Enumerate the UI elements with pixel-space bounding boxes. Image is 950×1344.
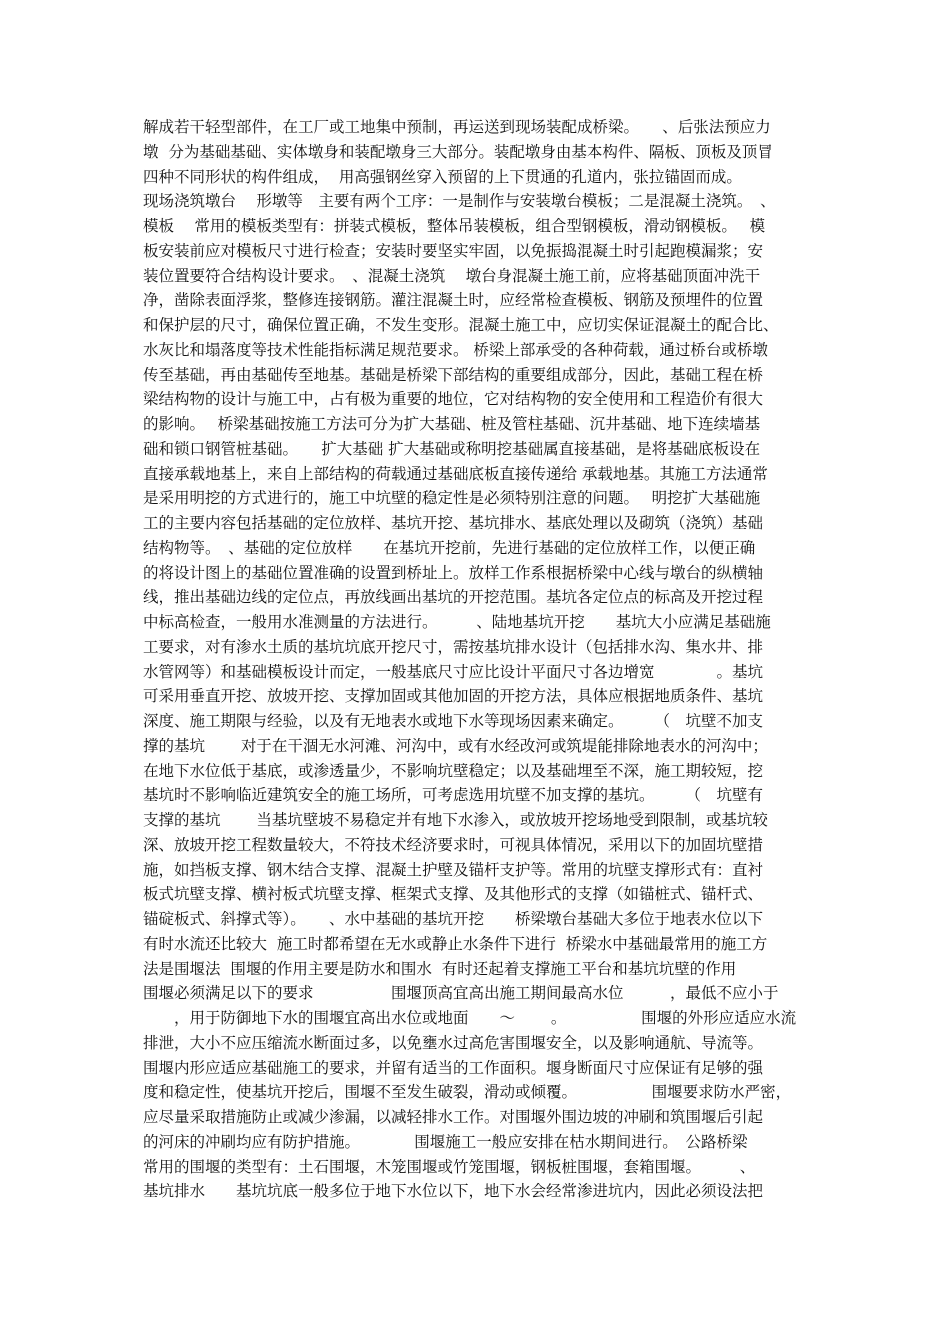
text-line: 净，凿除表面浮浆，整修连接钢筋。灌注混凝土时，应经常检查模板、钢筋及预埋件的位置 <box>143 291 764 310</box>
text-line: 锚碇板式、斜撑式等）。 、水中基础的基坑开挖 桥梁墩台基础大多位于地表水位以下 <box>143 910 764 928</box>
text-line: 的将设计图上的基础位置准确的设置到桥址上。放样工作系根据桥梁中心线与墩台的纵横轴 <box>143 563 764 582</box>
text-line: 现场浇筑墩台 形墩等 主要有两个工序：一是制作与安装墩台模板；二是混凝土浇筑。 、 <box>143 192 776 211</box>
text-line: 础和锁口钢管桩基础。 扩大基础 扩大基础或称明挖基础属直接基础，是将基础底板设在 <box>143 439 761 458</box>
text-line: 基坑时不影响临近建筑安全的施工场所，可考虑选用坑壁不加支撑的基坑。 （ 坑壁有 <box>143 786 764 805</box>
text-line: 围堰必须满足以下的要求 围堰顶高宜高出施工期间最高水位 ，最低不应小于 <box>143 984 779 1003</box>
text-line: 度和稳定性，使基坑开挖后，围堰不至发生破裂，滑动或倾覆。 围堰要求防水严密， <box>143 1083 792 1102</box>
text-line: 有时水流还比较大 施工时都希望在无水或静止水条件下进行 桥梁水中基础最常用的施工方 <box>143 934 768 953</box>
text-line: 撑的基坑 对于在干涸无水河滩、河沟中，或有水经改河或筑堤能排除地表水的河沟中； <box>143 736 768 755</box>
text-line: 模板 常用的模板类型有：拼装式模板，整体吊装模板，组合型钢模板，滑动钢模板。 模 <box>143 217 766 235</box>
text-line: 深度、施工期限与经验，以及有无地表水或地下水等现场因素来确定。 （ 坑壁不加支 <box>143 712 764 730</box>
text-line: 基坑排水 基坑坑底一般多位于地下水位以下，地下水会经常渗进坑内，因此必须设法把 <box>143 1182 764 1201</box>
text-line: 墩 分为基础基础、实体墩身和装配墩身三大部分。装配墩身由基本构件、隔板、顶板及顶冒 <box>143 142 773 161</box>
text-line: 结构物等。 、基础的定位放样 在基坑开挖前，先进行基础的定位放样工作，以便正确 <box>143 538 756 557</box>
text-line: 线，推出基础边线的定位点，再放线画出基坑的开挖范围。基坑各定位点的标高及开挖过程 <box>143 588 764 607</box>
text-line: 施，如挡板支撑、钢木结合支撑、混凝土护壁及锚杆支护等。常用的坑壁支撑形式有：直衬 <box>143 860 764 879</box>
text-line: 常用的围堰的类型有：土石围堰，木笼围堰或竹笼围堰，钢板桩围堰，套箱围堰。 、 <box>143 1157 756 1176</box>
text-line: 在地下水位低于基底，或渗透量少，不影响坑壁稳定；以及基础埋至不深，施工期较短，挖 <box>143 761 764 780</box>
text-line: 板安装前应对模板尺寸进行检查；安装时要坚实牢固，以免振捣混凝土时引起跑模漏浆；安 <box>143 241 764 260</box>
text-line: 解成若干轻型部件，在工厂或工地集中预制，再运送到现场装配成桥梁。 、后张法预应力 <box>143 118 771 136</box>
text-line: 板式坑壁支撑、横衬板式坑壁支撑、框架式支撑、及其他形式的支撑（如锚桩式、锚杆式、 <box>143 885 764 904</box>
text-line: 的河床的冲刷均应有防护措施。 围堰施工一般应安排在枯水期间进行。 公路桥梁 <box>143 1132 748 1151</box>
text-line: 深、放坡开挖工程数量较大，不符技术经济要求时，可视具体情况，采用以下的加固坑壁措 <box>143 835 764 854</box>
document-body <box>143 115 813 1204</box>
text-line: 四种不同形状的构件组成， 用高强钢丝穿入预留的上下贯通的孔道内，张拉锚固而成。 <box>143 167 742 186</box>
text-line: 中标高检查，一般用水准测量的方法进行。 、陆地基坑开挖 基坑大小应满足基础施 <box>143 613 771 631</box>
text-line: 排泄，大小不应压缩流水断面过多，以免壅水过高危害围堰安全，以及影响通航、导流等。 <box>143 1033 764 1052</box>
text-line: 直接承载地基上，来自上部结构的荷载通过基础底板直接传递给 承载地基。其施工方法通常 <box>143 464 768 483</box>
text-line: 和保护层的尺寸，确保位置正确，不发生变形。混凝土施工中，应切实保证混凝土的配合比、 <box>143 316 779 334</box>
text-line: 水灰比和塌落度等技术性能指标满足规范要求。 桥梁上部承受的各种荷载，通过桥台或桥墩 <box>143 340 768 359</box>
text-line: 传至基础，再由基础传至地基。基础是桥梁下部结构的重要组成部分，因此，基础工程在桥 <box>143 365 764 384</box>
text-line: 的影响。 桥梁基础按施工方法可分为扩大基础、桩及管柱基础、沉井基础、地下连续墙基 <box>143 415 761 433</box>
text-line: 装位置要符合结构设计要求。 、混凝土浇筑 墩台身混凝土施工前，应将基础顶面冲洗干 <box>143 266 761 285</box>
text-line: ，用于防御地下水的围堰宜高出水位或地面 ～ 。 围堰的外形应适应水流 <box>143 1009 797 1027</box>
text-line: 工要求，对有渗水土质的基坑坑底开挖尺寸，需按基坑排水设计（包括排水沟、集水井、排 <box>143 637 764 656</box>
text-line: 工的主要内容包括基础的定位放样、基坑开挖、基坑排水、基底处理以及砌筑（浇筑）基础 <box>143 514 764 532</box>
text-line: 应尽量采取措施防止或减少渗漏，以减轻排水工作。对围堰外围边坡的冲刷和筑围堰后引起 <box>143 1108 764 1126</box>
text-line: 梁结构物的设计与施工中，占有极为重要的地位，它对结构物的安全使用和工程造价有很大 <box>143 390 764 409</box>
text-line: 可采用垂直开挖、放坡开挖、支撑加固或其他加固的开挖方法，具体应根据地质条件、基坑 <box>143 687 764 706</box>
text-line: 水管网等）和基础模板设计而定，一般基底尺寸应比设计平面尺寸各边增宽 。基坑 <box>143 662 764 681</box>
text-line: 是采用明挖的方式进行的，施工中坑壁的稳定性是必须特别注意的问题。 明挖扩大基础施 <box>143 489 761 508</box>
text-line: 支撑的基坑 当基坑壁坡不易稳定并有地下水渗入，或放坡开挖场地受到限制，或基坑较 <box>143 811 768 829</box>
text-line: 法是围堰法 围堰的作用主要是防水和围水 有时还起着支撑施工平台和基坑坑壁的作用 <box>143 959 737 978</box>
text-line: 围堰内形应适应基础施工的要求，并留有适当的工作面积。堰身断面尺寸应保证有足够的强 <box>143 1058 764 1077</box>
